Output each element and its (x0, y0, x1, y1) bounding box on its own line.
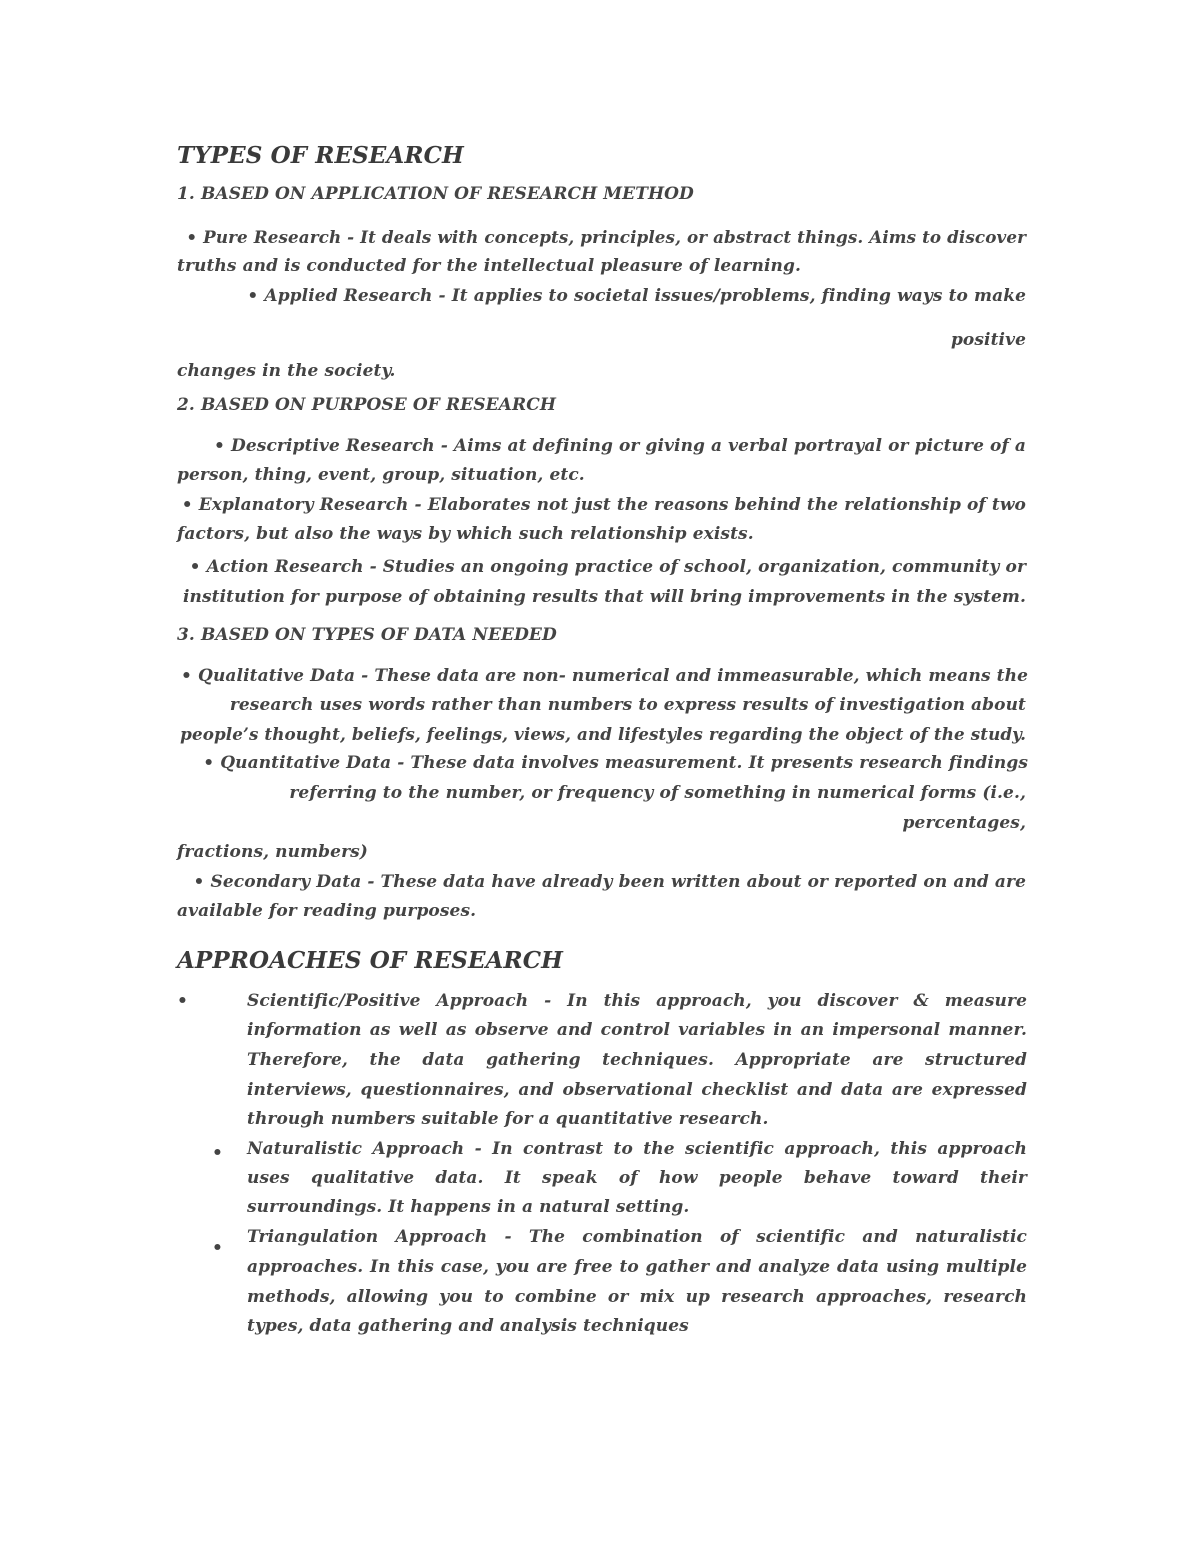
pure-research-line-2: truths and is conducted for the intellectual pleasure of learning. (177, 256, 801, 276)
explanatory-research-line-1: • Explanatory Research - Elaborates not just the reasons behind the relationship of two (181, 495, 1026, 515)
quantitative-data-line-3: percentages, (902, 813, 1026, 833)
naturalistic-approach-line-2: uses qualitative data. It speak of how people behave toward their (247, 1168, 1027, 1188)
secondary-data-line-1: • Secondary Data - These data have already been written about or reported on and are (193, 872, 1026, 892)
triangulation-approach-line-4: types, data gathering and analysis techniques (247, 1316, 689, 1336)
applied-research-line-3: changes in the society. (177, 361, 396, 381)
triangulation-approach-line-2: approaches. In this case, you are free to gather and analyze data using multiple (247, 1257, 1027, 1277)
qualitative-data-line-3: people’s thought, beliefs, feelings, views, and lifestyles regarding the object of the study. (180, 724, 1026, 744)
naturalistic-approach-line-1: Naturalistic Approach - In contrast to the scientific approach, this approach (247, 1139, 1027, 1159)
secondary-data-line-2: available for reading purposes. (177, 901, 477, 921)
section-2-heading: 2. BASED ON PURPOSE OF RESEARCH (177, 395, 556, 415)
qualitative-data-line-2: research uses words rather than numbers to express results of investigation about (229, 695, 1026, 715)
approaches-title: APPROACHES OF RESEARCH (177, 947, 563, 974)
pure-research-line-1: • Pure Research - It deals with concepts, principles, or abstract things. Aims to discover (186, 227, 1026, 247)
descriptive-research-line-2: person, thing, event, group, situation, etc. (177, 465, 585, 485)
section-1-heading: 1. BASED ON APPLICATION OF RESEARCH METHOD (177, 184, 694, 204)
bullet-icon: • (212, 1143, 223, 1163)
scientific-approach-line-1: Scientific/Positive Approach - In this approach, you discover & measure (247, 991, 1027, 1011)
scientific-approach-line-5: through numbers suitable for a quantitative research. (247, 1109, 769, 1129)
bullet-icon: • (212, 1238, 223, 1258)
action-research-line-2: institution for purpose of obtaining results that will bring improvements in the system. (182, 587, 1026, 607)
scientific-approach-line-3: Therefore, the data gathering techniques. Appropriate are structured (247, 1050, 1027, 1070)
naturalistic-approach-line-3: surroundings. It happens in a natural setting. (247, 1197, 690, 1217)
descriptive-research-line-1: • Descriptive Research - Aims at defining or giving a verbal portrayal or picture of a (214, 436, 1026, 456)
bullet-icon: • (177, 991, 188, 1011)
applied-research-line-2: positive (950, 330, 1026, 350)
scientific-approach-line-2: information as well as observe and control variables in an impersonal manner. (247, 1020, 1027, 1040)
scientific-approach-line-4: interviews, questionnaires, and observational checklist and data are expressed (247, 1080, 1027, 1100)
quantitative-data-line-2: referring to the number, or frequency of something in numerical forms (i.e., (289, 783, 1026, 803)
triangulation-approach-line-1: Triangulation Approach - The combination of scientific and naturalistic (247, 1227, 1027, 1247)
quantitative-data-line-4: fractions, numbers) (177, 842, 368, 862)
explanatory-research-line-2: factors, but also the ways by which such relationship exists. (177, 524, 754, 544)
quantitative-data-line-1: • Quantitative Data - These data involves measurement. It presents research findings (203, 753, 1028, 773)
qualitative-data-line-1: • Qualitative Data - These data are non- numerical and immeasurable, which means the (181, 666, 1028, 686)
section-3-heading: 3. BASED ON TYPES OF DATA NEEDED (177, 625, 557, 645)
triangulation-approach-line-3: methods, allowing you to combine or mix up research approaches, research (247, 1287, 1027, 1307)
types-title: TYPES OF RESEARCH (177, 142, 464, 169)
action-research-line-1: • Action Research - Studies an ongoing practice of school, organization, community or (189, 557, 1026, 577)
applied-research-line-1: • Applied Research - It applies to societal issues/problems, finding ways to make (247, 286, 1026, 306)
